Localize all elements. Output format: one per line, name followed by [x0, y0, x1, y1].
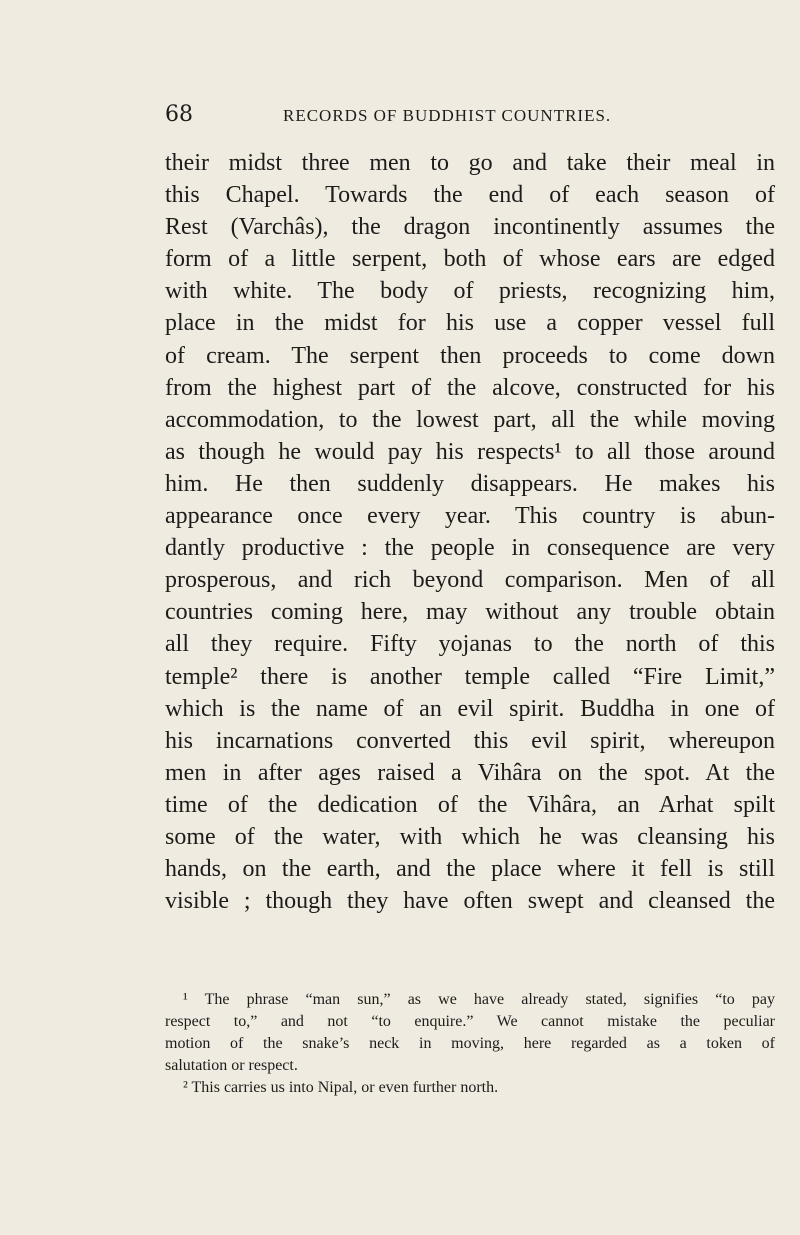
text-line: men in after ages raised a Vihâra on the spot. At the [165, 759, 775, 786]
footnote-1-line: ¹ The phrase “man sun,” as we have already stated, signifies “to pay [183, 991, 775, 1008]
text-line: of cream. The serpent then proceeds to come down [165, 342, 775, 369]
text-line: with white. The body of priests, recognizing him, [165, 278, 775, 305]
text-line: his incarnations converted this evil spirit, whereupon [165, 727, 775, 754]
text-line: place in the midst for his use a copper vessel full [165, 310, 775, 337]
footnote-2: ² This carries us into Nipal, or even further north. [183, 1079, 499, 1096]
page-number: 68 [165, 102, 193, 127]
footnote-1-line: motion of the snake’s neck in moving, here regarded as a token of [165, 1035, 775, 1052]
text-line: hands, on the earth, and the place where it fell is still [165, 856, 775, 883]
text-line: time of the dedication of the Vihâra, an Arhat spilt [165, 791, 775, 818]
footnote-1-line: salutation or respect. [165, 1057, 298, 1074]
footnotes [165, 989, 775, 1099]
text-line: countries coming here, may without any trouble obtain [165, 599, 775, 626]
text-line: visible ; though they have often swept and cleansed the [165, 888, 775, 915]
body-text [165, 147, 775, 917]
text-line: this Chapel. Towards the end of each season of [165, 182, 775, 209]
text-line: him. He then suddenly disappears. He makes his [165, 470, 775, 497]
text-line: all they require. Fifty yojanas to the north of this [165, 631, 775, 658]
footnote-1-line: respect to,” and not “to enquire.” We cannot mistake the peculiar [165, 1013, 775, 1030]
text-line: as though he would pay his respects¹ to all those around [165, 438, 775, 465]
text-line: dantly productive : the people in consequence are very [165, 535, 775, 562]
text-line: from the highest part of the alcove, constructed for his [165, 374, 775, 401]
text-line: some of the water, with which he was cleansing his [165, 823, 775, 850]
running-title: RECORDS OF BUDDHIST COUNTRIES. [283, 106, 612, 125]
page-header [165, 100, 640, 130]
text-line: which is the name of an evil spirit. Buddha in one of [165, 695, 775, 722]
text-line: accommodation, to the lowest part, all the while moving [165, 406, 775, 433]
text-line: appearance once every year. This country is abun- [165, 503, 775, 530]
text-line: Rest (Varchâs), the dragon incontinently assumes the [165, 214, 775, 241]
text-line: prosperous, and rich beyond comparison. Men of all [165, 567, 775, 594]
text-line: temple² there is another temple called “Fire Limit,” [165, 663, 775, 690]
text-line: their midst three men to go and take their meal in [165, 150, 775, 176]
text-line: form of a little serpent, both of whose ears are edged [165, 246, 775, 273]
